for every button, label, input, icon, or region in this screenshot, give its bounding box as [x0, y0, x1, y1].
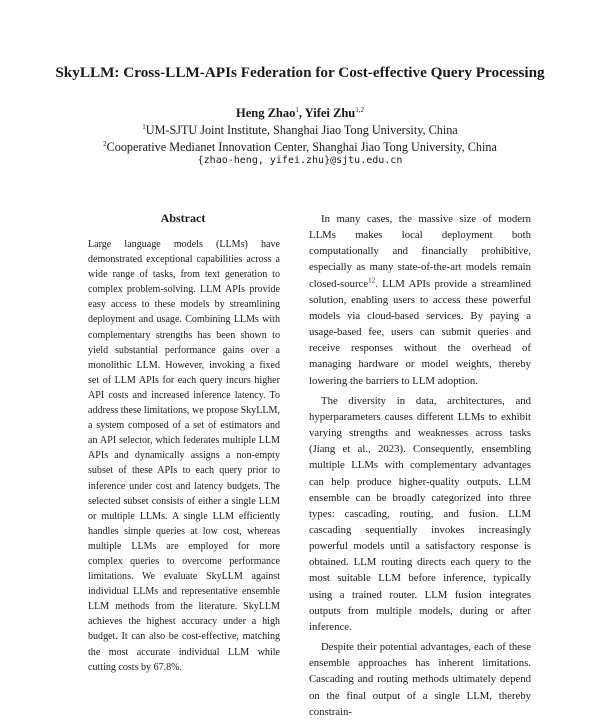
paragraph-text: . LLM APIs provide a streamlined solution, enabling users to access these powerful models via cloud-based services. By paying a usage-based fee, users can submit queries and receive responses without the overhead of managing hardware or model weights, thereby lowering the barriers to LLM adoption. [309, 277, 531, 387]
abstract-heading: Abstract [160, 211, 206, 225]
author-name: Yifei Zhu [304, 106, 356, 120]
footnote-mark: 12 [368, 276, 376, 285]
affiliation-2 [0, 140, 600, 155]
affiliation-text: UM-SJTU Joint Institute, Shanghai Jiao Tong University, China [145, 123, 458, 137]
affiliation-1 [0, 123, 600, 138]
affiliation-mark: 2 [103, 139, 107, 148]
paragraph-text: In many cases, the massive size of modern LLMs makes local deployment both computationally and financially prohibitive, especially as many state-of-the-art models remain closed-source [309, 213, 531, 290]
intro-paragraph-3: Despite their potential advantages, each of these ensemble approaches has inherent limitations. Cascading and routing methods ultimately depend on the final output of a single LLM, thereby constrain- [309, 641, 531, 718]
author-list: Heng Zhao$^1$, Yifei Zhu$^{1,2}$ [235, 105, 365, 120]
intro-paragraph-2: The diversity in data, architectures, and hyperparameters causes different LLMs to exhibit varying strengths and weaknesses across tasks (Jiang et al., 2023). Consequently, ensembling multiple LLMs with complementary advantages can help produce higher-quality outputs. LLM ensemble can be broadly categorized into three types: cascading, routing, and fusion. LLM cascading sequentially invokes increasingly powerful models until a satisfactory response is obtained. LLM routing directs each query to the most suitable LLM before inference, typically using a trained router. LLM fusion integrates outputs from multiple models, during or after inference. [309, 394, 531, 633]
intro-paragraph-1 [309, 211, 531, 389]
author-affil-mark: 1 [295, 105, 299, 114]
paper-title: SkyLLM: Cross-LLM-APIs Federation for Cost-effective Query Processing [55, 64, 545, 81]
affiliation-text: Cooperative Medianet Innovation Center, Shanghai Jiao Tong University, China [106, 140, 497, 154]
author-name: Heng Zhao [235, 106, 296, 120]
author-affil-mark: 1,2 [355, 105, 365, 114]
author-email: {zhao-heng, yifei.zhu}@sjtu.edu.cn [197, 155, 403, 166]
affiliation-mark: 1 [142, 122, 146, 131]
intro-column [309, 211, 531, 720]
abstract-text: Large language models (LLMs) have demonstrated exceptional capabilities across a wide range of tasks, from text generation to complex problem-solving. LLM APIs provide easy access to these models by streamlining deployment and usage. Combining LLMs with complementary strengths has been shown to yield substantial performance gains over a monolithic LLM. However, invoking a fixed set of LLM APIs for each query incurs higher API costs and increased inference latency. To address these limitations, we propose SkyLLM, a system composed of a set of estimators and an API selector, which federates multiple LLM APIs and dynamically assigns a non-empty subset of these APIs to each query prior to inference under cost and latency budgets. The selected subset consists of either a single LLM or multiple LLMs. A single LLM efficiently handles simple queries at low cost, whereas multiple LLMs are employed for more complex queries to overcome performance limitations. We evaluate SkyLLM against individual LLMs and representative ensemble LLM methods from the literature. SkyLLM achieves the highest accuracy under a high budget. It can also be cost-effective, matching the most accurate individual LLM while cutting costs by 67.8%. [88, 239, 280, 673]
